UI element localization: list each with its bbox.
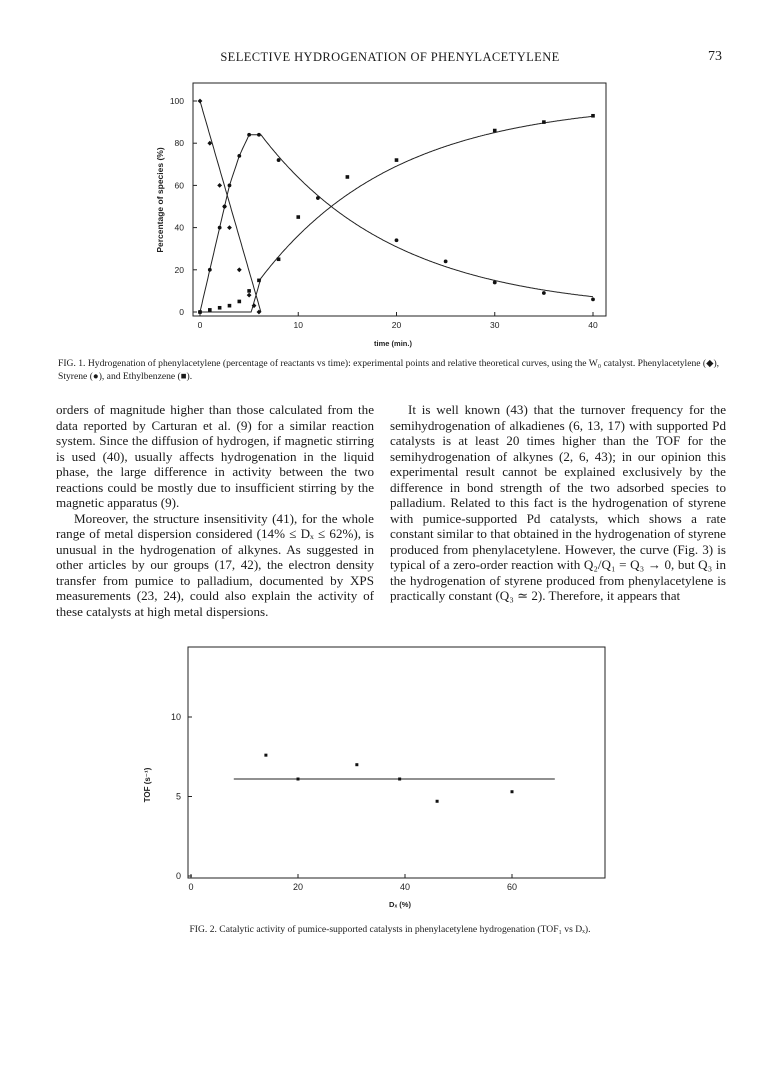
fig1-point-ethylbenzene xyxy=(296,215,300,219)
fig1-x-tick-label: 40 xyxy=(588,320,598,330)
fig2-y-tick-label: 5 xyxy=(175,791,181,802)
fig1-point-phenylacetylene xyxy=(227,225,232,230)
fig1-point-styrene xyxy=(228,184,232,188)
fig2-x-tick-label: 60 xyxy=(506,882,518,892)
fig2-marks xyxy=(234,754,555,803)
fig1-y-axis-label: Percentage of species (%) xyxy=(155,147,165,253)
fig1-x-tick-label: 0 xyxy=(197,320,203,330)
fig1-x-tick-label: 10 xyxy=(293,320,303,330)
figure-2-caption: FIG. 2. Catalytic activity of pumice-supported catalysts in phenylacetylene hydrogenation (TOF₁ vs Dₓ). xyxy=(189,924,591,935)
fig2-point xyxy=(355,763,358,766)
fig1-x-tick-label: 20 xyxy=(391,320,402,330)
fig1-point-styrene xyxy=(591,297,595,301)
fig1-x-axis-label: time (min.) xyxy=(374,339,412,348)
fig1-point-phenylacetylene xyxy=(217,183,222,188)
figure-1-chart xyxy=(0,0,780,360)
fig2-point xyxy=(297,778,300,781)
fig2-y-axis-label: TOF (s⁻¹) xyxy=(143,767,152,803)
fig1-point-styrene xyxy=(218,226,222,230)
fig1-point-styrene xyxy=(493,281,497,285)
fig1-y-tick-label: 100 xyxy=(169,96,184,106)
fig1-point-styrene xyxy=(542,291,546,295)
left-paragraph-2: Moreover, the structure insensitivity (41), for the whole range of metal dispersion considered (14% ≤ Dₓ ≤ 62%), is unusual in the hydrogenation of alkynes. As suggested in other articles by our groups (17, 42), the electron density transfer from pumice to palladium, documented by XPS measurements (23, 24), could also explain the activity of these catalysts at high metal dispersions. xyxy=(56,510,374,619)
fig2-x-axis-label: Dₓ (%) xyxy=(389,900,411,909)
fig1-point-phenylacetylene xyxy=(247,293,252,298)
fig2-point xyxy=(398,778,401,781)
running-title: SELECTIVE HYDROGENATION OF PHENYLACETYLENE xyxy=(220,50,560,64)
fig2-x-tick-label: 40 xyxy=(399,882,411,892)
fig1-point-styrene xyxy=(247,133,251,137)
fig2-x-tick-label: 0 xyxy=(188,882,194,892)
fig1-curve-ethylbenzene xyxy=(200,116,593,312)
fig1-point-styrene xyxy=(237,154,241,158)
fig1-curve-phenylacetylene xyxy=(200,101,261,312)
fig1-y-tick-label: 60 xyxy=(174,180,184,191)
fig1-point-styrene xyxy=(277,158,281,162)
fig1-point-ethylbenzene xyxy=(542,120,546,124)
right-paragraph-1: It is well known (43) that the turnover frequency for the semihydrogenation of alkadienes (6, 13, 17) with supported Pd catalysts is at least 20 times higher than the TOF for the semihydrogenation of alkynes (2, 6, 43); in our opinion this experimental result cannot be explained exclusively by the difference in bond strength of the two adsorbed species to palladium. Related to this fact is the hydrogenation of styrene with pumice-supported Pd catalysts, which shows a rate constant similar to that obtained in the hydrogenation of styrene produced from phenylacetylene. However, the curve (Fig. 3) is typical of a zero-order reaction with Q₂/Q₁ = Q₃ → 0, but Q₃ in the hydrogenation of styrene produced from phenylacetylene is practically constant (Q₃ ≃ 2). Therefore, it appears that xyxy=(390,402,726,603)
left-column xyxy=(56,402,374,619)
fig1-point-ethylbenzene xyxy=(493,129,497,133)
fig1-point-phenylacetylene xyxy=(198,99,203,104)
fig1-point-styrene xyxy=(223,205,227,209)
fig2-x-axis xyxy=(188,874,517,892)
fig2-point xyxy=(511,790,514,793)
figure-1-caption: FIG. 1. Hydrogenation of phenylacetylene (percentage of reactants vs time): experimental points and relative theoretical curves, using the W₀ catalyst. Phenylacetylene (◆), Styrene (●), and Ethylbenzene (■). xyxy=(58,358,720,382)
fig1-point-ethylbenzene xyxy=(218,306,222,310)
fig1-x-axis xyxy=(198,312,598,330)
fig1-point-styrene xyxy=(444,259,448,263)
fig2-y-axis xyxy=(171,712,192,881)
fig1-point-styrene xyxy=(316,196,320,200)
fig1-point-ethylbenzene xyxy=(395,158,399,162)
fig1-point-ethylbenzene xyxy=(238,300,242,304)
fig2-plot-frame xyxy=(188,647,605,878)
fig1-point-ethylbenzene xyxy=(277,257,281,261)
right-column xyxy=(390,402,726,604)
figure-2-chart xyxy=(0,620,780,920)
fig1-point-phenylacetylene xyxy=(237,267,242,272)
fig2-y-tick-label: 0 xyxy=(175,871,181,881)
fig1-point-ethylbenzene xyxy=(591,114,595,118)
left-paragraph-1: orders of magnitude higher than those calculated from the data reported by Carturan et al. (9) for a similar reaction system. Since the diffusion of hydrogen, if magnetic stirring is used (40), usually affects hydrogenation in the liquid phase, the large difference in activity between the two reactions could be mostly due to insufficient stirring by the magnetic apparatus (9). xyxy=(56,402,374,510)
fig1-point-ethylbenzene xyxy=(257,279,261,283)
fig1-y-tick-label: 80 xyxy=(174,138,184,149)
fig1-point-ethylbenzene xyxy=(247,289,251,293)
fig1-x-tick-label: 30 xyxy=(490,320,500,330)
fig1-point-ethylbenzene xyxy=(346,175,350,179)
fig1-point-ethylbenzene xyxy=(228,304,232,308)
fig1-points xyxy=(198,99,595,315)
fig1-point-styrene xyxy=(257,133,261,137)
fig1-point-styrene xyxy=(395,238,399,242)
fig2-point xyxy=(264,754,267,757)
fig1-y-tick-label: 0 xyxy=(179,307,184,317)
page-number: 73 xyxy=(708,49,722,64)
fig1-y-tick-label: 40 xyxy=(174,222,184,233)
fig2-point xyxy=(436,800,439,803)
fig1-y-tick-label: 20 xyxy=(174,264,184,275)
fig2-y-tick-label: 10 xyxy=(170,712,181,722)
fig1-point-ethylbenzene xyxy=(208,308,212,312)
fig1-plot-frame xyxy=(193,83,606,316)
fig1-point-styrene xyxy=(208,268,212,272)
fig1-point-ethylbenzene xyxy=(198,310,202,314)
fig2-x-tick-label: 20 xyxy=(292,882,304,892)
